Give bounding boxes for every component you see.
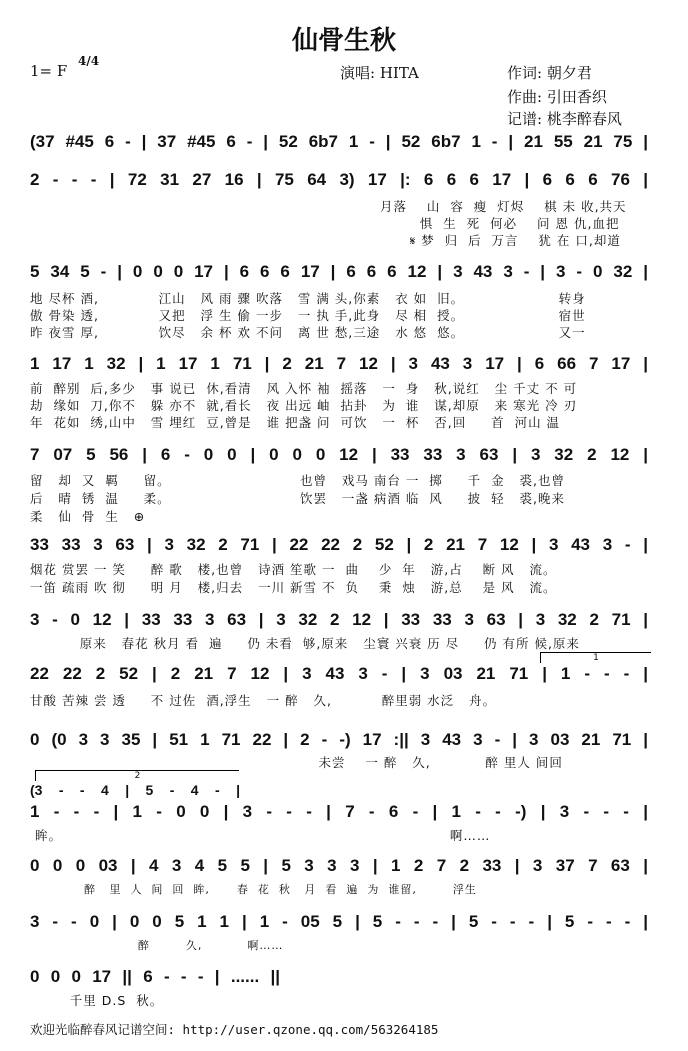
lyric-line: 月落 山 容 瘦 灯烬 棋 未 收,共天 — [380, 199, 627, 214]
lyric-line: 𝄋 梦 归 后 万言 犹 在 口,却道 — [380, 233, 621, 248]
lyric-line: 原来 春花 秋月 看 遍 仍 未看 够,原来 尘寰 兴衰 历 尽 仍 有所 候,原来 — [30, 636, 580, 651]
score-line-8: 22 22 2 52 | 2 21 7 12 | 3 43 3 - | 3 03 21 71 | 1 - - - | — [30, 664, 648, 683]
key-signature: 1= F — [30, 62, 68, 80]
score-line-9: 0 (0 3 3 35 | 51 1 71 22 | 2 - -) 17 :|| 3 43 3 - | 3 03 21 71 | — [30, 730, 648, 749]
lyric-line: 昨 夜雪 厚, 饮尽 余 杯 欢 不问 离 世 愁,三途 水 悠 悠。 又一 — [30, 325, 586, 340]
lyric-line: 甘酸 苦辣 尝 透 不 过佐 酒,浮生 一 醉 久, 醉里弱 水泛 舟。 — [30, 693, 497, 708]
score-line-7: 3 - 0 12 | 33 33 3 63 | 3 32 2 12 | 33 33 3 63 | 3 32 2 71 | — [30, 610, 648, 629]
score-line-3: 5 34 5 - | 0 0 0 17 | 6 6 6 17 | 6 6 6 12 | 3 43 3 - | 3 - 0 32 | — [30, 262, 648, 281]
time-signature: 4/4 — [78, 54, 100, 68]
lyric-line: 留 却 又 羁 留。 也曾 戏马 南台 一 掷 千 金 裘,也曾 — [30, 473, 566, 488]
composer: 作曲: 引田香织 — [507, 88, 607, 106]
score-line-4: 1 17 1 32 | 1 17 1 71 | 2 21 7 12 | 3 43 3 17 | 6 66 7 17 | — [30, 354, 648, 373]
score-line-5: 7 07 5 56 | 6 - 0 0 | 0 0 0 12 | 33 33 3 63 | 3 32 2 12 | — [30, 445, 648, 464]
lyric-line: 眸。 啊…… — [30, 828, 491, 843]
lyric-line: 后 晴 锈 温 柔。 饮罢 一盏 病酒 临 风 披 轻 裘,晚来 — [30, 491, 566, 506]
lyric-line: 柔 仙 骨 生 ⊕ — [30, 509, 146, 524]
score-line-1: (37 #45 6 - | 37 #45 6 - | 52 6b7 1 - | 52 6b7 1 - | 21 55 21 75 | — [30, 132, 648, 151]
lyric-line: 傲 骨染 透, 又把 浮 生 偷 一步 一 执 手,此身 尽 相 授。 宿世 — [30, 308, 586, 323]
score-line-2: 2 - - - | 72 31 27 16 | 75 64 3) 17 |: 6 6 6 17 | 6 6 6 76 | — [30, 170, 648, 189]
transcriber: 记谱: 桃李醉春风 — [507, 110, 622, 128]
lyric-line: 惧 生 死 何必 问 恩 仇,血把 — [380, 216, 620, 231]
lyric-line: 未尝 一 醉 久, 醉 里人 间回 — [30, 755, 563, 770]
score-line-10: 1 - - - | 1 - 0 0 | 3 - - - | 7 - 6 - | 1 - - -) | 3 - - - | — [30, 802, 648, 821]
lyric-line: 一笛 疏雨 吹 彻 明 月 楼,归去 一川 新雪 不 负 秉 烛 游,总 是 风 流。 — [30, 580, 557, 595]
lyricist: 作词: 朝夕君 — [507, 64, 592, 82]
score-line-volta: (3 - - 4 | 5 - 4 - | — [30, 782, 240, 798]
score-line-13: 0 0 0 17 || 6 - - - | ...... || — [30, 967, 280, 986]
lyric-line: 醉 久, 啊…… — [30, 939, 284, 952]
lyric-line: 劫 缘如 刀,你不 躲 亦不 就,看长 夜 出远 岫 拈卦 为 谁 谋,却原 来 寒光 冷 刃 — [30, 398, 578, 413]
score-line-12: 3 - - 0 | 0 0 5 1 1 | 1 - 05 5 | 5 - - - | 5 - - - | 5 - - - | — [30, 912, 648, 931]
volta-1: 1 — [540, 652, 651, 663]
volta-2: 2 — [35, 770, 239, 781]
footer-credit: 欢迎光临醉春风记谱空间: http://user.qzone.qq.com/563264185 — [30, 1022, 439, 1037]
lyric-line: 千里 D.S 秋。 — [30, 993, 164, 1008]
lyric-line: 地 尽杯 酒, 江山 风 雨 骤 吹落 雪 满 头,你素 衣 如 旧。 转身 — [30, 291, 586, 306]
score-line-11: 0 0 0 03 | 4 3 4 5 5 | 5 3 3 3 | 1 2 7 2 33 | 3 37 7 63 | — [30, 856, 648, 875]
lyric-line: 烟花 赏罢 一 笑 醉 歌 楼,也曾 诗酒 笙歌 一 曲 少 年 游,占 断 风 流。 — [30, 562, 557, 577]
lyric-line: 醉 里 人 间 回 眸, 春 花 秋 月 看 遍 为 谁留, 浮生 — [30, 883, 477, 896]
score-line-6: 33 33 3 63 | 3 32 2 71 | 22 22 2 52 | 2 21 7 12 | 3 43 3 - | — [30, 535, 648, 554]
song-title: 仙骨生秋 — [291, 26, 396, 56]
singer: 演唱: HITA — [340, 64, 419, 82]
lyric-line: 年 花如 绣,山中 雪 埋红 豆,曾是 谁 把盏 问 可饮 一 杯 否,回 首 河山 温 — [30, 415, 561, 430]
lyric-line: 前 醉别 后,多少 事 说已 休,看清 风 入怀 袖 摇落 一 身 秋,说红 尘 千丈 不 可 — [30, 381, 578, 396]
